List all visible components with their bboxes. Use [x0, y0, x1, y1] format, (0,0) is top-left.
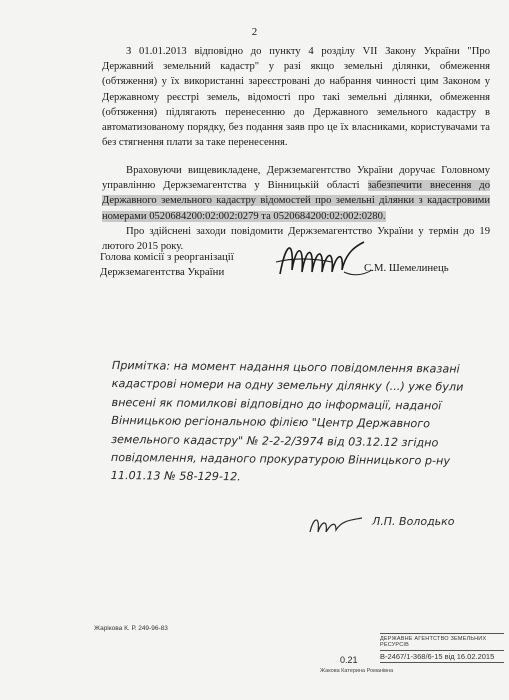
handwritten-note: Примітка: на момент надання цього повідомлення вказані кадастрові номери на одну земельну ділянку (...) уже були внесені як помилкові відповідно до інформації, наданої Вінницькою регіональною філією "Центр Державного земельного кадастру" № 2-2-2/3974 від 03.12.12 згідно повідомлення, наданого прокуратурою Вінницького р-ну 11.01.13 № 58-129-12. [110, 358, 464, 484]
paragraph-land-cadastre-law: З 01.01.2013 відповідно до пункту 4 розділу VII Закону України "Про Державний земельний кадастр" у разі якщо земельні ділянки, обмеження (обтяження) у їх використанні зареєстровані до набрання чинності цим Законом у Державному реєстрі земель, відомості про такі земельні ділянки, обмеження (обтяження) підлягають перенесенню до Державного земельного кадастру в автоматизованому порядку, без подання заяв про це їх власниками, користувачами та без стягнення плати за таке перенесення. [102, 46, 490, 149]
note-signer-name: Л.П. Володько [372, 515, 455, 528]
note-signature-icon [306, 512, 366, 538]
handwritten-signature-icon [272, 232, 382, 282]
signatory-title [100, 250, 234, 280]
instruction-text: Враховуючи вищевикладене, Держземагентство України доручає Головному управлінню Держземагентства у Вінницькій області [102, 165, 490, 192]
stamp-agency: ДЕРЖАВНЕ АГЕНТСТВО ЗЕМЕЛЬНИХ РЕСУРСІВ [380, 636, 487, 648]
stamp-reg-number: В-2467/1-368/6-15 від 16.02.2015 [380, 650, 504, 663]
registration-stamp [380, 633, 504, 663]
sheet-code: 0.21 [340, 655, 358, 665]
paragraph-instruction [102, 163, 490, 224]
signatory-name: С.М. Шемелинець [364, 262, 449, 274]
signatory-title-line1: Голова комісії з реорганізації [100, 251, 234, 263]
page-number: 2 [251, 26, 258, 38]
paragraph-deadline: Про здійснені заходи повідомити Держземагентство України у термін до 19 лютого 2015 року. [102, 226, 490, 253]
executor-line: Жарікова К. Р. 249-96-83 [94, 625, 168, 632]
highlighted-instruction: забезпечити внесення до Державного земельного кадастру відомостей про земельні ділянки з кадастровими номерами 0520684200:02:002:0279 та 0520684200:02:002:0280. [102, 180, 490, 222]
signatory-title-line2: Держземагентства України [100, 266, 225, 278]
bottom-name: Жакова Катерина Романівна [320, 668, 394, 674]
